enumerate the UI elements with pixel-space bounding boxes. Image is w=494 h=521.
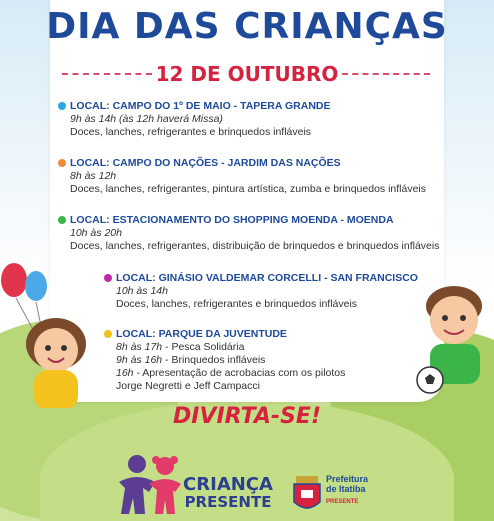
location-time: 10h às 14h (116, 285, 168, 297)
location-description: Doces, lanches, refrigerantes e brinquedos infláveis (116, 298, 358, 310)
location-item (104, 328, 345, 393)
prefeitura-line-1: Prefeitura (326, 474, 369, 484)
schedule-line (116, 380, 345, 393)
girl-face (34, 328, 78, 372)
prefeitura-tag: PRESENTE (326, 499, 359, 505)
location-time: 8h às 12h (70, 170, 117, 182)
girl-with-balloons-illustration (0, 258, 104, 408)
prefeitura-line-2: de Itatiba (326, 484, 366, 494)
figure-head (128, 455, 146, 473)
location-name: LOCAL: PARQUE DA JUVENTUDE (116, 328, 287, 340)
boy-face (430, 296, 478, 344)
bullet-icon (58, 159, 66, 167)
eye-icon (442, 315, 448, 321)
red-balloon-icon (1, 263, 27, 297)
bullet-icon (104, 274, 112, 282)
location-name: LOCAL: GINÁSIO VALDEMAR CORCELLI - SAN FRANCISCO (116, 272, 418, 284)
schedule-activity: - Brinquedos infláveis (162, 354, 266, 366)
bullet-icon (58, 102, 66, 110)
blue-balloon-icon (25, 271, 47, 301)
figure-body (149, 479, 181, 514)
slogan: DIVIRTA-SE! (173, 404, 321, 429)
location-description: Doces, lanches, refrigerantes, pintura artística, zumba e brinquedos infláveis (70, 183, 427, 195)
crest-crown (296, 476, 318, 484)
page-title: DIA DAS CRIANÇAS (46, 6, 448, 47)
location-item (58, 157, 426, 196)
pigtail (170, 456, 178, 464)
location-name: LOCAL: CAMPO DO 1º DE MAIO - TAPERA GRANDE (70, 100, 331, 112)
eye-icon (45, 345, 51, 351)
crest-detail (301, 490, 313, 498)
bullet-icon (58, 216, 66, 224)
prefeitura-logo-text (326, 474, 386, 507)
figure-body (119, 477, 155, 514)
location-description: Doces, lanches, refrigerantes e brinquedos infláveis (70, 126, 312, 138)
schedule-time: 9h às 16h (116, 354, 163, 366)
schedule-activity: - Apresentação de acrobacias com os pilotos (133, 367, 346, 379)
schedule-line (116, 354, 345, 367)
location-item (104, 272, 418, 311)
schedule-activity: Jorge Negretti e Jeff Campacci (116, 380, 260, 392)
boy-with-ball-illustration (404, 276, 494, 416)
eye-icon (61, 345, 67, 351)
eye-icon (460, 315, 466, 321)
brand-logo-text (183, 476, 273, 510)
brand-line-1: CRIANÇA (183, 474, 273, 495)
schedule-line (116, 367, 345, 380)
location-item (58, 100, 331, 139)
location-item (58, 214, 439, 253)
schedule-time: 16h (116, 367, 134, 379)
pigtail (152, 456, 160, 464)
event-date: 12 DE OUTUBRO (155, 62, 339, 86)
bullet-icon (104, 330, 112, 338)
location-description: Doces, lanches, refrigerantes, distribuição de brinquedos e brinquedos infláveis (70, 240, 440, 252)
brand-line-2: PRESENTE (184, 493, 272, 511)
location-name: LOCAL: CAMPO DO NAÇÕES - JARDIM DAS NAÇÕES (70, 157, 341, 169)
city-crest-icon (290, 474, 324, 516)
schedule-time: 8h às 17h (116, 341, 163, 353)
crianca-presente-logo-icon (115, 452, 185, 518)
schedule-line (116, 341, 345, 354)
location-time: 10h às 20h (70, 227, 122, 239)
location-time: 9h às 14h (às 12h haverá Missa) (70, 113, 223, 125)
girl-dress (34, 370, 78, 408)
schedule-activity: - Pesca Solidária (162, 341, 245, 353)
location-name: LOCAL: ESTACIONAMENTO DO SHOPPING MOENDA - MOENDA (70, 214, 394, 226)
